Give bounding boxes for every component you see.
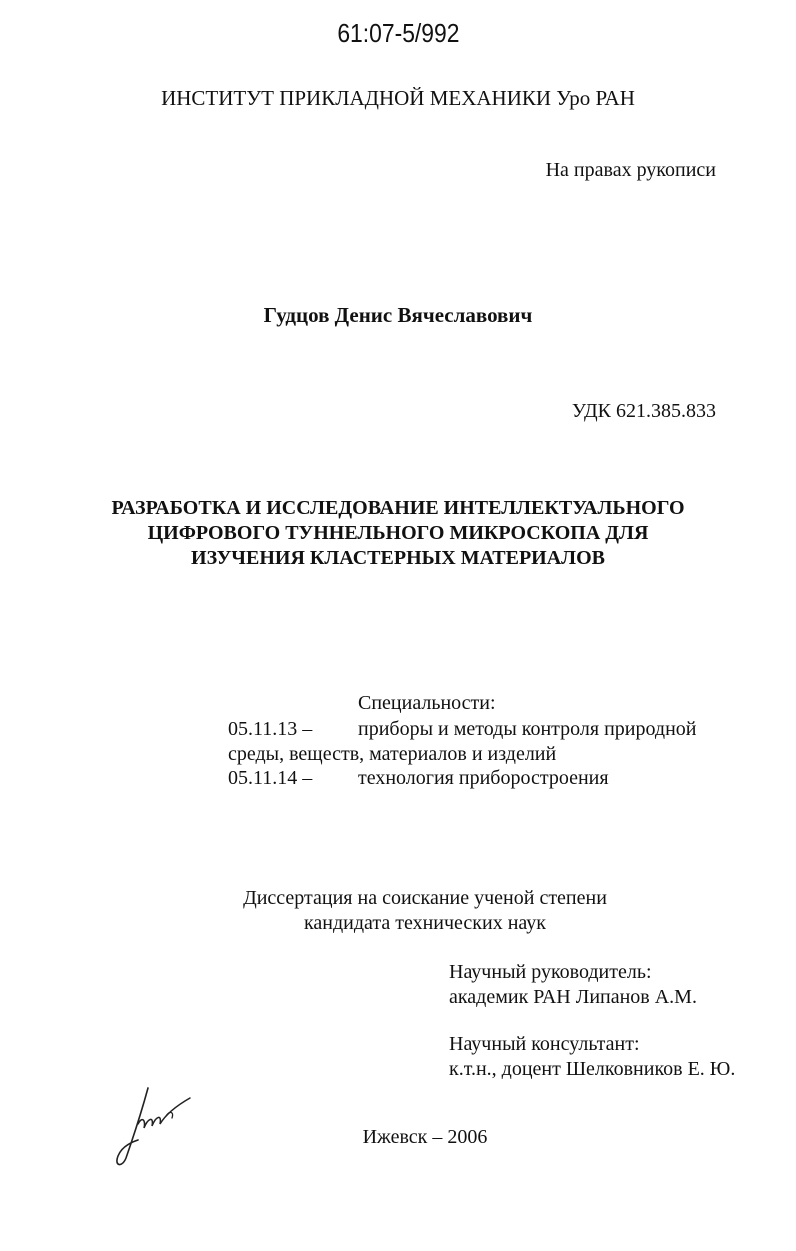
specialty-text: приборы и методы контроля природной [358,718,697,740]
degree-line: кандидата технических наук [303,912,547,934]
supervisor-role: Научный руководитель: [449,961,652,983]
city-year: Ижевск – 2006 [362,1126,488,1148]
consultant-role: Научный консультант: [449,1033,640,1055]
handwritten-signature [108,1080,208,1170]
rights-note: На правах рукописи [545,159,716,181]
title-line: РАЗРАБОТКА И ИССЛЕДОВАНИЕ ИНТЕЛЛЕКТУАЛЬНОГО [111,497,685,519]
specialty-text-continuation: среды, веществ, материалов и изделий [228,743,557,765]
author-name: Гудцов Денис Вячеславович [263,303,533,327]
specialty-code: 05.11.13 – [228,718,313,740]
institution-name: ИНСТИТУТ ПРИКЛАДНОЙ МЕХАНИКИ Уро РАН [161,86,635,110]
dissertation-degree [0,886,796,936]
title-line: ИЗУЧЕНИЯ КЛАСТЕРНЫХ МАТЕРИАЛОВ [191,547,605,569]
supervisor-name: академик РАН Липанов А.М. [449,986,697,1008]
udc-code: УДК 621.385.833 [571,400,716,422]
dissertation-title [0,496,796,571]
degree-line: Диссертация на соискание ученой степени [243,887,607,909]
consultant-name: к.т.н., доцент Шелковников Е. Ю. [449,1058,736,1080]
title-line: ЦИФРОВОГО ТУННЕЛЬНОГО МИКРОСКОПА ДЛЯ [147,522,649,544]
archive-number: 61:07-5/992 [336,18,460,48]
specialty-code: 05.11.14 – [228,767,313,789]
specialties-heading: Специальности: [358,692,496,714]
specialty-text: технология приборостроения [358,767,609,789]
